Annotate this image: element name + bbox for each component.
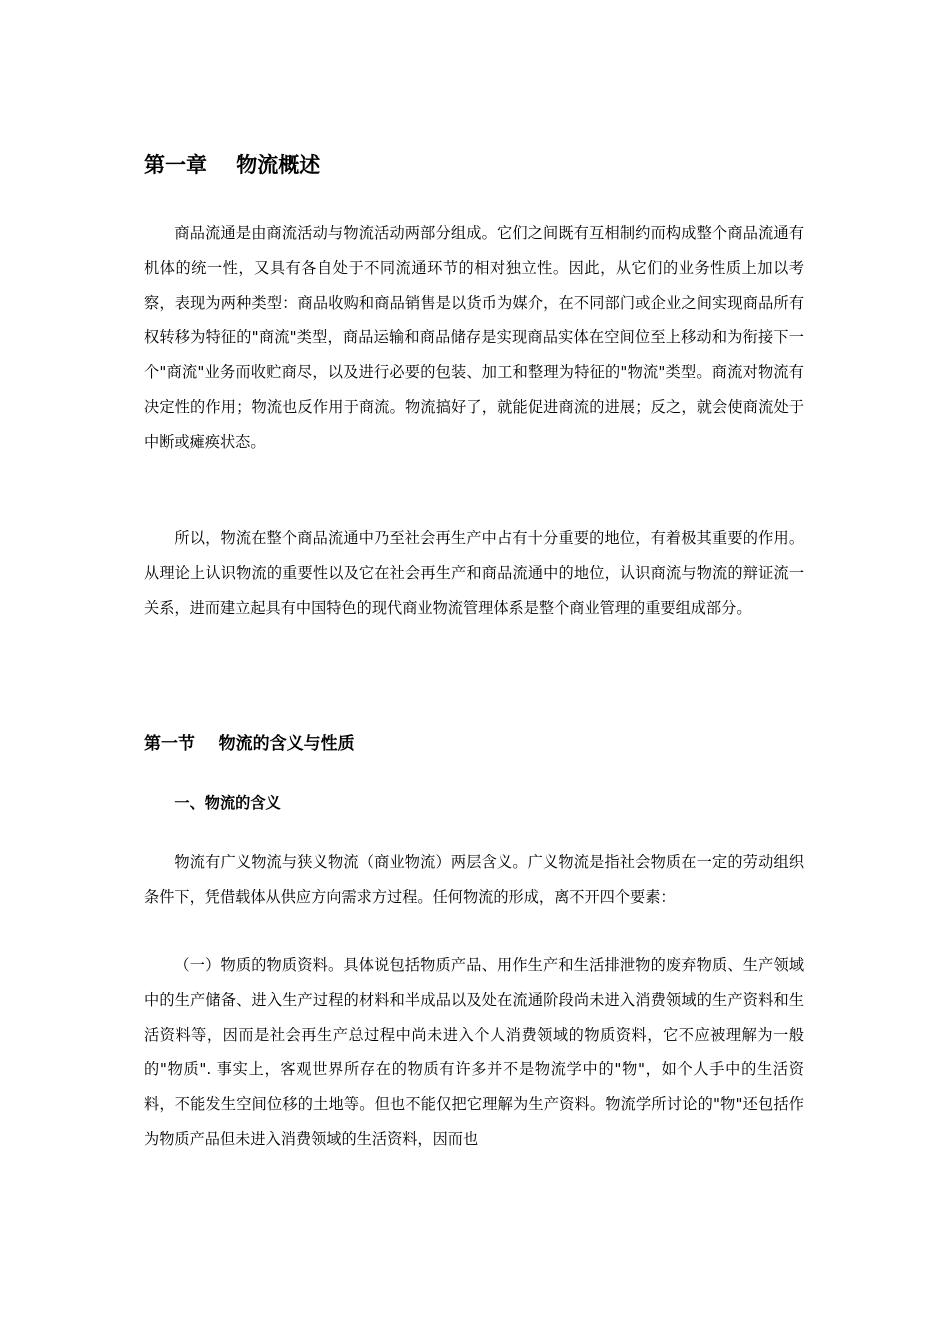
section-title: 第一节 物流的含义与性质 [144, 734, 355, 754]
intro-paragraph-1: 商品流通是由商流活动与物流活动两部分组成。它们之间既有互相制约而构成整个商品流通有机体的统一性，又具有各自处于不同流通环节的相对独立性。因此，从它们的业务性质上加以考察，表现为两种类型：商品收购和商品销售是以货币为媒介，在不同部门或企业之间实现商品所有权转移为特征的"商流"类型，商品运输和商品储存是实现商品实体在空间位至上移动和为衔接下一个"商流"业务而收贮商尽，以及进行必要的包装、加工和整理为特征的"物流"类型。商流对物流有决定性的作用；物流也反作用于商流。物流搞好了，就能促进商流的进展；反之，就会使商流处于中断或瘫痪状态。 [144, 224, 804, 451]
intro-paragraph-2: 所以，物流在整个商品流通中乃至社会再生产中占有十分重要的地位，有着极其重要的作用。从理论上认识物流的重要性以及它在社会再生产和商品流通中的地位，认识商流与物流的辩证流一关系，进而建立起具有中国特色的现代商业物流管理体系是整个商业管理的重要组成部分。 [144, 529, 804, 617]
subsection-title: 一、物流的含义 [174, 794, 281, 812]
section-paragraph-2: （一）物质的物质资料。具体说包括物质产品、用作生产和生活排泄物的废弃物质、生产领域中的生产储备、进入生产过程的材料和半成品以及处在流通阶段尚未进入消费领域的生产资料和生活资料等，因而是社会再生产总过程中尚未进入个人消费领域的物质资料，它不应被理解为一般的"物质". 事实上，客观世界所存在的物质有许多并不是物流学中的"物"，如个人手中的生活资料，不能发生空间位移的土地等。但也不能仅把它理解为生产资料。物流学所讨论的"物"还包括作为物质产品但未进入消费领域的生活资料，因而也 [144, 956, 804, 1148]
section-paragraph-1: 物流有广义物流与狭义物流（商业物流）两层含义。广义物流是指社会物质在一定的劳动组织条件下，凭借载体从供应方向需求方过程。任何物流的形成，离不开四个要素： [144, 853, 804, 906]
chapter-title: 第一章 物流概述 [144, 153, 321, 177]
